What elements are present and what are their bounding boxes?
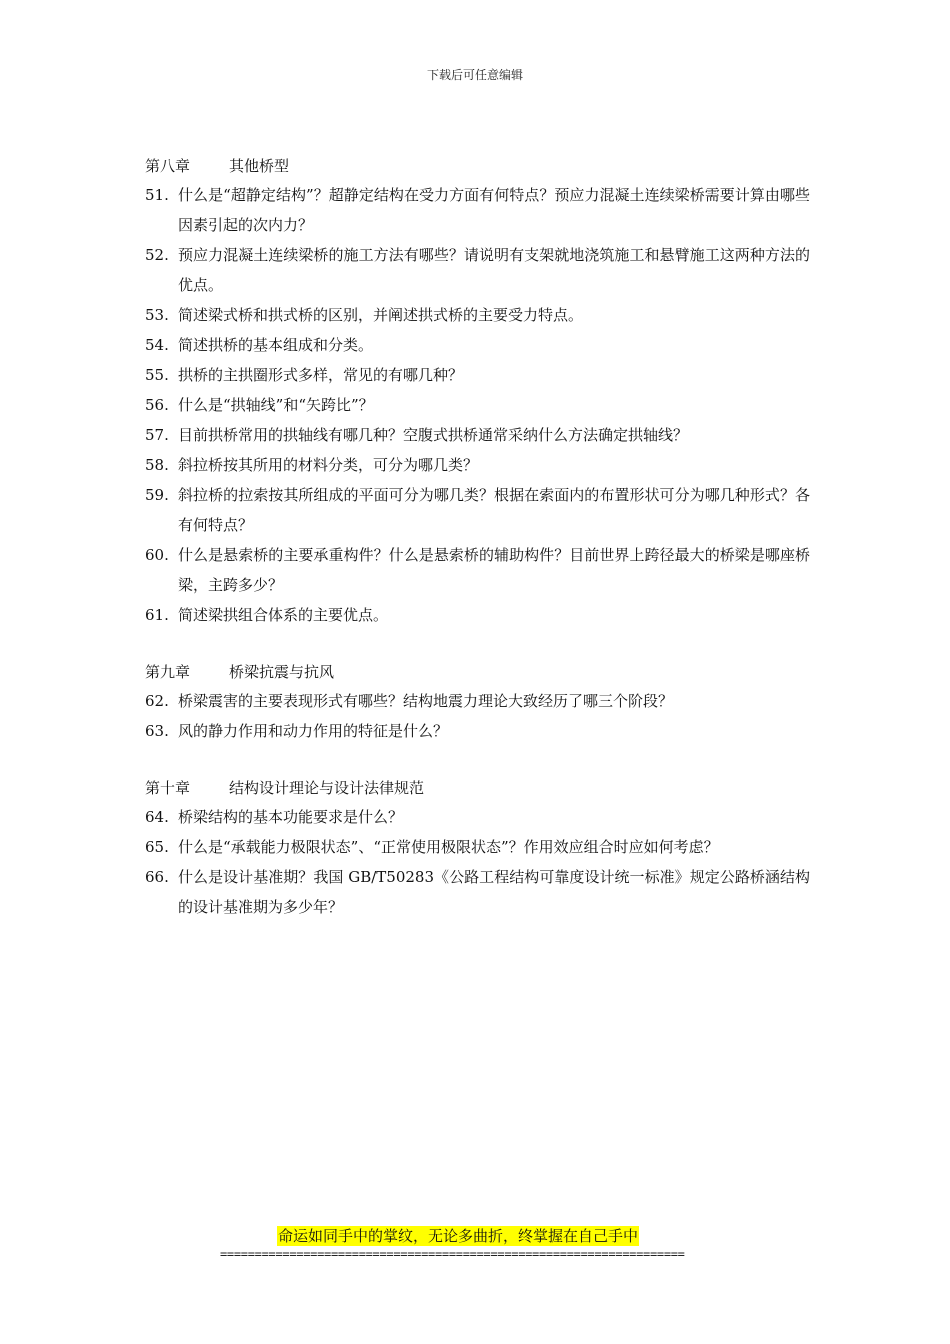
section-gap (145, 746, 810, 774)
question-number: 56. (145, 396, 169, 414)
question-number: 59. (145, 486, 169, 504)
chapter-number: 第十章 (145, 779, 191, 797)
question-number: 65. (145, 838, 169, 856)
question-number: 58. (145, 456, 169, 474)
question-text: 什么是悬索桥的主要承重构件？什么是悬索桥的辅助构件？目前世界上跨径最大的桥梁是哪座桥梁，主跨多少？ (178, 546, 810, 594)
question-text: 什么是“承载能力极限状态”、“正常使用极限状态”？作用效应组合时应如何考虑？ (178, 838, 719, 856)
question-number: 54. (145, 336, 169, 354)
footer-quote: 命运如同手中的掌纹，无论多曲折，终掌握在自己手中 (278, 1227, 639, 1245)
question-item (145, 360, 810, 390)
question-item (145, 420, 810, 450)
question-text: 桥梁震害的主要表现形式有哪些？结构地震力理论大致经历了哪三个阶段？ (178, 692, 674, 710)
question-text: 拱桥的主拱圈形式多样，常见的有哪几种？ (178, 366, 464, 384)
question-item (145, 240, 810, 300)
question-text: 斜拉桥的拉索按其所组成的平面可分为哪几类？根据在索面内的布置形状可分为哪几种形式？各有何特点？ (178, 486, 810, 534)
question-number: 52. (145, 246, 169, 264)
question-text: 简述拱桥的基本组成和分类。 (178, 336, 374, 354)
question-item (145, 330, 810, 360)
chapter-heading (145, 774, 810, 802)
question-number: 61. (145, 606, 169, 624)
question-text: 桥梁结构的基本功能要求是什么？ (178, 808, 404, 826)
question-item (145, 450, 810, 480)
question-text: 简述梁式桥和拱式桥的区别，并阐述拱式桥的主要受力特点。 (178, 306, 584, 324)
question-item (145, 600, 810, 630)
question-item (145, 480, 810, 540)
chapter-title: 桥梁抗震与抗风 (229, 663, 335, 681)
question-item (145, 716, 810, 746)
question-text: 目前拱桥常用的拱轴线有哪几种？空腹式拱桥通常采纳什么方法确定拱轴线？ (178, 426, 689, 444)
section-gap (145, 630, 810, 658)
question-number: 64. (145, 808, 169, 826)
question-text: 什么是设计基准期？我国 GB/T50283《公路工程结构可靠度设计统一标准》规定公路桥涵结构的设计基准期为多少年？ (178, 868, 810, 916)
question-number: 53. (145, 306, 169, 324)
document-body (145, 152, 810, 922)
question-text: 斜拉桥按其所用的材料分类，可分为哪几类？ (178, 456, 479, 474)
footer-divider: =================================================================== (220, 1247, 685, 1261)
question-text: 风的静力作用和动力作用的特征是什么？ (178, 722, 449, 740)
chapter-title: 结构设计理论与设计法律规范 (229, 779, 425, 797)
question-number: 55. (145, 366, 169, 384)
question-number: 57. (145, 426, 169, 444)
question-number: 60. (145, 546, 169, 564)
page-header: 下载后可任意编辑 (426, 68, 523, 82)
question-number: 63. (145, 722, 169, 740)
chapter-title: 其他桥型 (229, 157, 290, 175)
question-item (145, 540, 810, 600)
chapter-number: 第八章 (145, 157, 191, 175)
question-number: 62. (145, 692, 169, 710)
question-text: 什么是“超静定结构”？超静定结构在受力方面有何特点？预应力混凝土连续梁桥需要计算由哪些因素引起的次内力？ (178, 186, 810, 234)
question-item (145, 832, 810, 862)
question-number: 66. (145, 868, 169, 886)
question-item (145, 390, 810, 420)
question-item (145, 686, 810, 716)
chapter-number: 第九章 (145, 663, 191, 681)
question-item (145, 802, 810, 832)
chapter-heading (145, 152, 810, 180)
question-item (145, 862, 810, 922)
question-text: 预应力混凝土连续梁桥的施工方法有哪些？请说明有支架就地浇筑施工和悬臂施工这两种方法的优点。 (178, 246, 810, 294)
question-item (145, 180, 810, 240)
chapter-heading (145, 658, 810, 686)
question-number: 51. (145, 186, 169, 204)
question-text: 什么是“拱轴线”和“矢跨比”？ (178, 396, 374, 414)
question-text: 简述梁拱组合体系的主要优点。 (178, 606, 389, 624)
question-item (145, 300, 810, 330)
